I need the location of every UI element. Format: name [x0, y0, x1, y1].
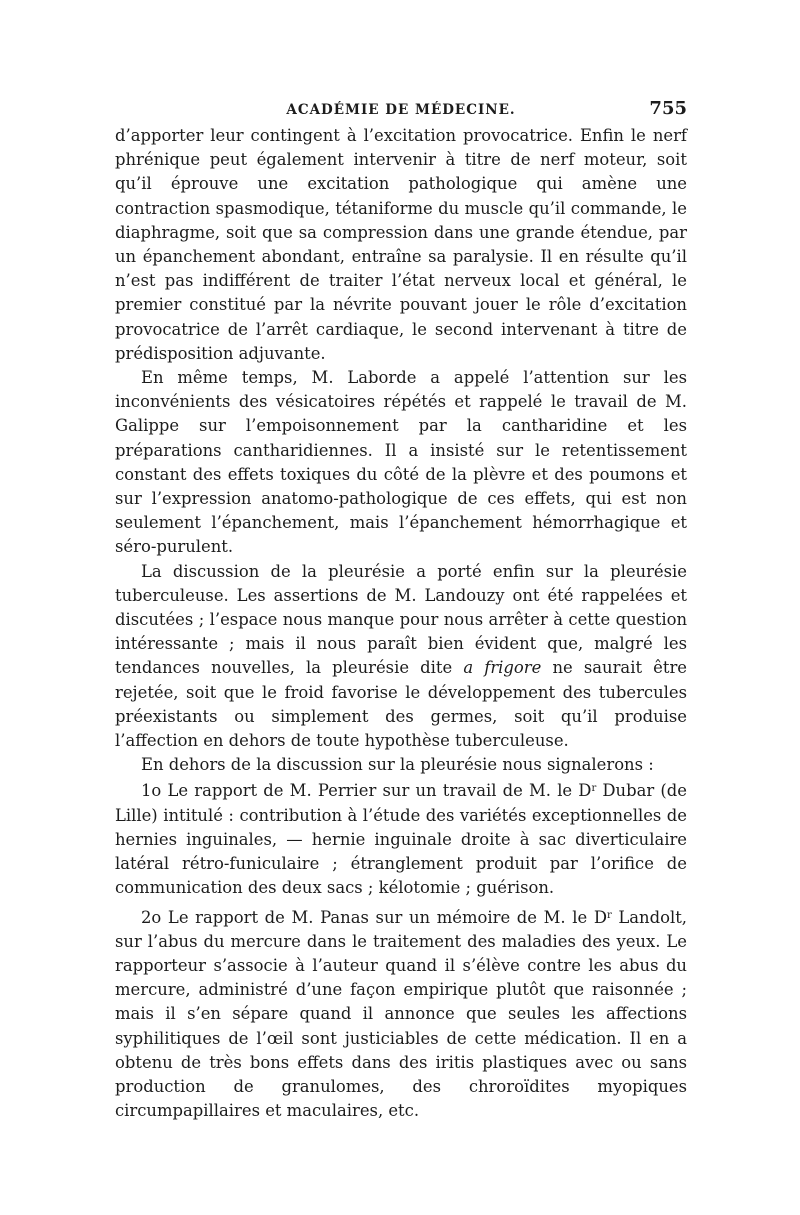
paragraph-text: La discussion de la pleurésie a porté enfin sur la pleurésie tuberculeuse. Les assertions de M. Landouzy ont été rappelées et discutées ; l’espace nous manque pour nous arrêter à cette question intéressante ; mais il nous paraît bien évident que, malgré les tendances nouvelles, la pleurésie dite: [115, 561, 687, 678]
running-head: [115, 98, 687, 124]
paragraph-text: ne saurait être rejetée, soit que le froid favorise le développement des tubercules préexistants ou simplement des germes, soit qu’il produise l’affection en dehors de toute hypothèse tuberculeuse.: [115, 658, 687, 751]
paragraph-laborde: [115, 366, 687, 560]
paragraph-signalerons: [115, 753, 687, 777]
superscript: r: [591, 783, 597, 795]
journal-page: [115, 98, 687, 1123]
paragraph-text: 1o Le rapport de M. Perrier sur un travail de M. le D: [141, 781, 592, 801]
paragraph-pleuresie-tuberculeuse: [115, 560, 687, 754]
paragraph-text: Landolt, sur l’abus du mercure dans le traitement des maladies des yeux. Le rapporteur s’associe à l’auteur quand il s’élève contre les abus du mercure, administré d’une façon empirique plutôt que raisonnée ; mais il s’en sépare quand il annonce que seules les affections syphilitiques de l’œil sont justiciables de cette médication. Il en a obtenu de très bons effets dans des iritis plastiques avec ou sans production de granulomes, des chroroïdites myopiques circumpapillaires et maculaires, etc.: [115, 907, 687, 1121]
paragraph-rapport-perrier: [115, 777, 687, 900]
body-text: [115, 124, 687, 1123]
paragraph-text: Dubar (de Lille) intitulé : contribution à l’étude des variétés exceptionnelles de hernies inguinales, — hernie inguinale droite à sac diverticulaire latéral rétro-funiculaire ; étranglement produit par l’orifice de communication des deux sacs ; kélotomie ; guérison.: [115, 781, 687, 898]
paragraph-text: En dehors de la discussion sur la pleurésie nous signalerons :: [141, 755, 654, 775]
paragraph-rapport-panas: [115, 904, 687, 1124]
paragraph-text: En même temps, M. Laborde a appelé l’attention sur les inconvénients des vésicatoires répétés et rappelé le travail de M. Galippe sur l’empoisonnement par la cantharidine et les préparations cantharidiennes. Il a insisté sur le retentissement constant des effets toxiques du côté de la plèvre et des poumons et sur l’expression anatomo-pathologique de ces effets, qui est non seulement l’épanchement, mais l’épanchement hémorrhagique et séro-purulent.: [115, 368, 687, 557]
running-title: ACADÉMIE DE MÉDECINE.: [286, 102, 516, 118]
italic-term: a frigore: [463, 658, 542, 678]
paragraph-nerf-phrenique: [115, 124, 687, 366]
page-number: 755: [649, 98, 687, 119]
paragraph-text: d’apporter leur contingent à l’excitation provocatrice. Enfin le nerf phrénique peut également intervenir à titre de nerf moteur, soit qu’il éprouve une excitation pathologique qui amène une contraction spasmodique, tétaniforme du muscle qu’il commande, le diaphragme, soit que sa compression dans une grande étendue, par un épanchement abondant, entraîne sa paralysie. Il en résulte qu’il n’est pas indifférent de traiter l’état nerveux local et général, le premier constitué par la névrite pouvant jouer le rôle d’excitation provocatrice de l’arrêt cardiaque, le second intervenant à titre de prédisposition adjuvante.: [115, 126, 687, 363]
paragraph-text: 2o Le rapport de M. Panas sur un mémoire de M. le D: [141, 907, 607, 927]
superscript: r: [606, 909, 612, 921]
